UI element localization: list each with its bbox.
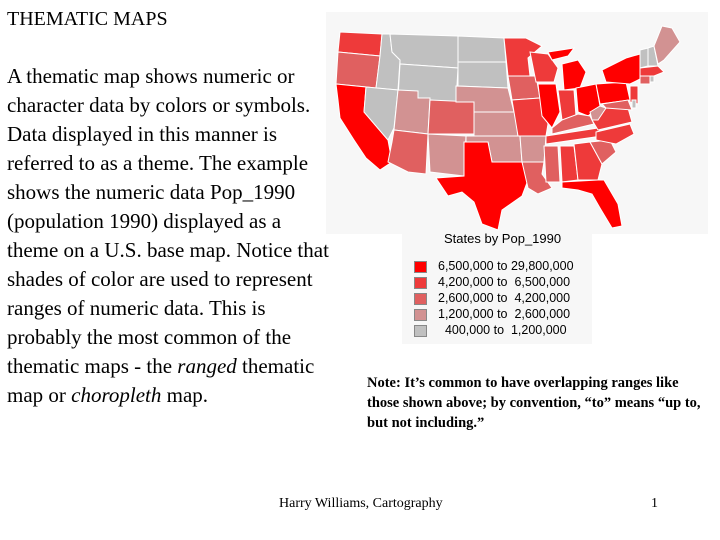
state-fl	[562, 180, 622, 228]
body-emphasis-choropleth: choropleth	[71, 383, 162, 407]
page-number: 1	[651, 496, 658, 511]
state-nd	[458, 36, 506, 62]
state-me	[654, 26, 680, 64]
body-text-1: A thematic map shows numeric or character data by colors or symbols. Data displayed in this manner is referred to as a theme. The example shows the numeric data Pop_1990 (population 1990) displayed as a theme on a U.S. base map. Notice that shades of color are used to represent ranges of numeric data. This is probably the most common of the thematic maps - the	[7, 64, 329, 378]
us-map-svg	[326, 12, 708, 234]
body-emphasis-ranged: ranged	[177, 354, 237, 378]
legend-row	[412, 324, 590, 338]
state-de	[632, 100, 636, 108]
body-text-3: map.	[161, 383, 209, 407]
legend-title: States by Pop_1990	[444, 231, 562, 246]
body-paragraph	[7, 62, 329, 410]
us-choropleth-map	[326, 12, 708, 234]
state-ny	[602, 54, 642, 84]
state-ks	[474, 112, 518, 136]
legend-range-label: 6,500,000 to 29,800,000	[438, 259, 574, 273]
state-nm	[428, 134, 466, 176]
state-ct	[640, 76, 650, 84]
legend-swatch	[414, 293, 427, 305]
legend-swatch	[414, 325, 427, 337]
legend-range-label: 2,600,000 to 4,200,000	[438, 291, 571, 305]
legend-swatch	[414, 261, 427, 273]
legend-swatch	[414, 277, 427, 289]
legend-row	[412, 260, 590, 274]
footer-author: Harry Williams, Cartography	[279, 496, 443, 511]
legend-row	[412, 276, 590, 290]
state-ar	[520, 136, 546, 162]
legend-range-label: 4,200,000 to 6,500,000	[438, 275, 571, 289]
state-ms	[544, 146, 560, 182]
state-vt	[640, 48, 648, 68]
body-text-2: thematic map or	[7, 354, 315, 407]
state-or	[336, 52, 380, 88]
legend-range-label: 400,000 to 1,200,000	[438, 323, 567, 337]
state-az	[388, 130, 428, 174]
slide-title: THEMATIC MAPS	[7, 8, 168, 30]
legend-swatch	[414, 309, 427, 321]
map-legend	[402, 231, 592, 344]
state-mt	[390, 34, 458, 68]
legend-row	[412, 292, 590, 306]
state-sd	[458, 62, 508, 88]
legend-row	[412, 308, 590, 322]
convention-note: Note: It’s common to have overlapping ranges like those shown above; by convention, “to” means “up to, but not including.”	[367, 375, 701, 431]
state-co	[428, 100, 474, 134]
legend-range-label: 1,200,000 to 2,600,000	[438, 307, 571, 321]
state-ri	[650, 76, 654, 82]
